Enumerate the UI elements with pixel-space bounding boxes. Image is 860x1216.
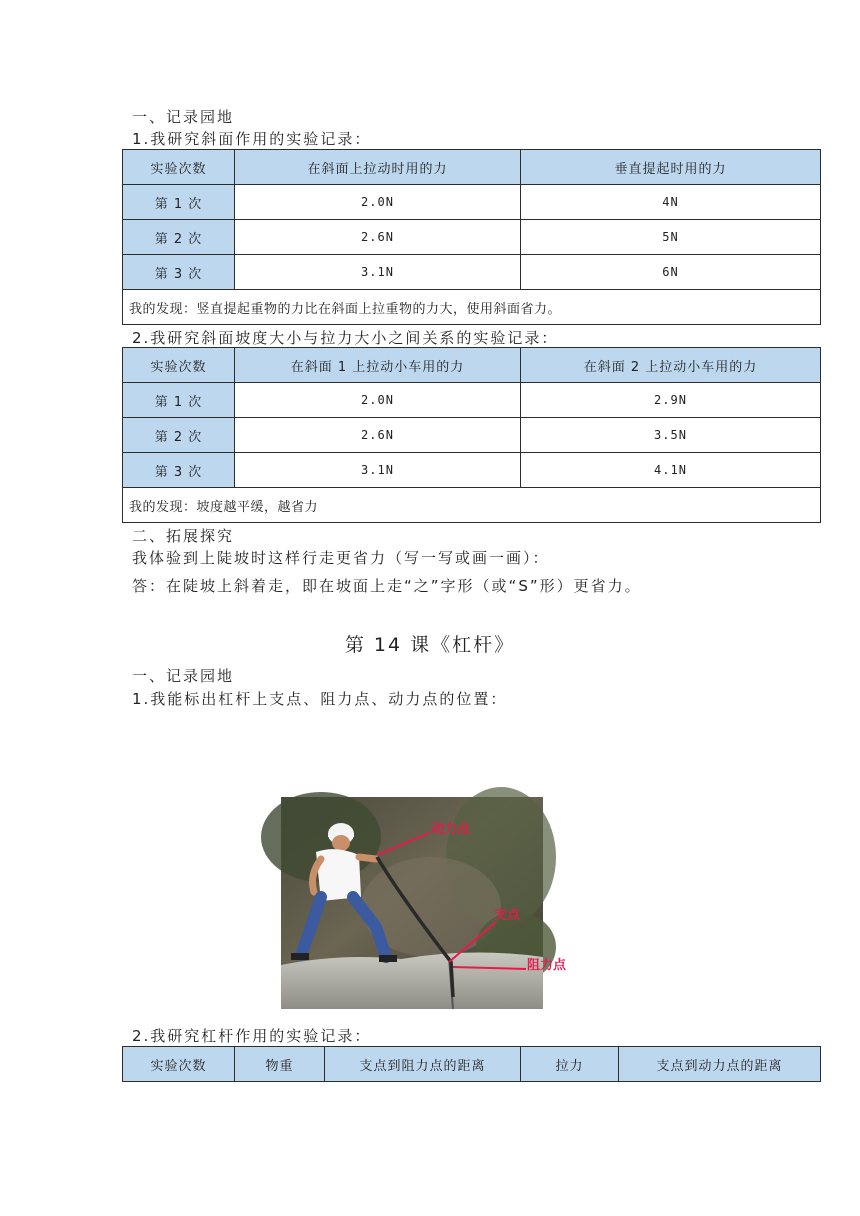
table-cell: 4N [521,185,821,220]
section-heading-records: 一、记录园地 [132,108,235,126]
table-row [123,185,821,220]
lever-photo [281,797,567,1009]
trial-label: 第 2 次 [123,418,235,453]
table-cell: 6N [521,255,821,290]
header-cell: 在斜面上拉动时用的力 [235,150,521,185]
header-cell: 支点到阻力点的距离 [325,1047,521,1082]
table-cell: 3.5N [521,418,821,453]
slope-force-table [122,347,821,523]
table-row [123,418,821,453]
table-cell: 2.0N [235,185,521,220]
header-cell: 支点到动力点的距离 [619,1047,821,1082]
table-header-row [123,1047,821,1082]
finding-text: 我的发现：竖直提起重物的力比在斜面上拉重物的力大，使用斜面省力。 [123,290,821,325]
table-note-row [123,290,821,325]
lever-question-2: 2.我研究杠杆作用的实验记录： [132,1027,372,1045]
table-cell: 3.1N [235,255,521,290]
header-cell: 在斜面 2 上拉动小车用的力 [521,348,821,383]
lesson-title: 第 14 课《杠杆》 [344,634,516,656]
table-header-row [123,150,821,185]
lever-question-1: 1.我能标出杠杆上支点、阻力点、动力点的位置： [132,690,508,708]
trial-label: 第 1 次 [123,185,235,220]
table-cell: 5N [521,220,821,255]
trial-label: 第 3 次 [123,453,235,488]
table-cell: 2.6N [235,418,521,453]
header-cell: 在斜面 1 上拉动小车用的力 [235,348,521,383]
table1-title: 1.我研究斜面作用的实验记录： [132,130,372,148]
finding-text: 我的发现：坡度越平缓，越省力 [123,488,821,523]
section-heading-explore: 二、拓展探究 [132,527,235,545]
fulcrum-label: 支点 [494,908,521,923]
table-row [123,255,821,290]
header-cell: 垂直提起时用的力 [521,150,821,185]
header-cell: 实验次数 [123,150,235,185]
explore-question: 我体验到上陡坡时这样行走更省力（写一写或画一画）： [132,549,550,567]
load-point-label: 阻力点 [527,958,567,973]
table-cell: 2.6N [235,220,521,255]
table-cell: 2.0N [235,383,521,418]
header-cell: 实验次数 [123,348,235,383]
table-row [123,453,821,488]
table-header-row [123,348,821,383]
table-row [123,220,821,255]
table-note-row [123,488,821,523]
effort-point-label: 动力点 [431,822,471,837]
table-row [123,383,821,418]
trial-label: 第 2 次 [123,220,235,255]
lever-table [122,1046,821,1082]
header-cell: 物重 [235,1047,325,1082]
table-cell: 4.1N [521,453,821,488]
trial-label: 第 1 次 [123,383,235,418]
header-cell: 拉力 [521,1047,619,1082]
trial-label: 第 3 次 [123,255,235,290]
table-cell: 2.9N [521,383,821,418]
table-cell: 3.1N [235,453,521,488]
header-cell: 实验次数 [123,1047,235,1082]
table2-title: 2.我研究斜面坡度大小与拉力大小之间关系的实验记录： [132,329,559,347]
explore-answer: 答：在陡坡上斜着走，即在坡面上走“之”字形（或“S”形）更省力。 [132,577,642,595]
section-heading-lever: 一、记录园地 [132,667,235,685]
incline-force-table [122,149,821,325]
